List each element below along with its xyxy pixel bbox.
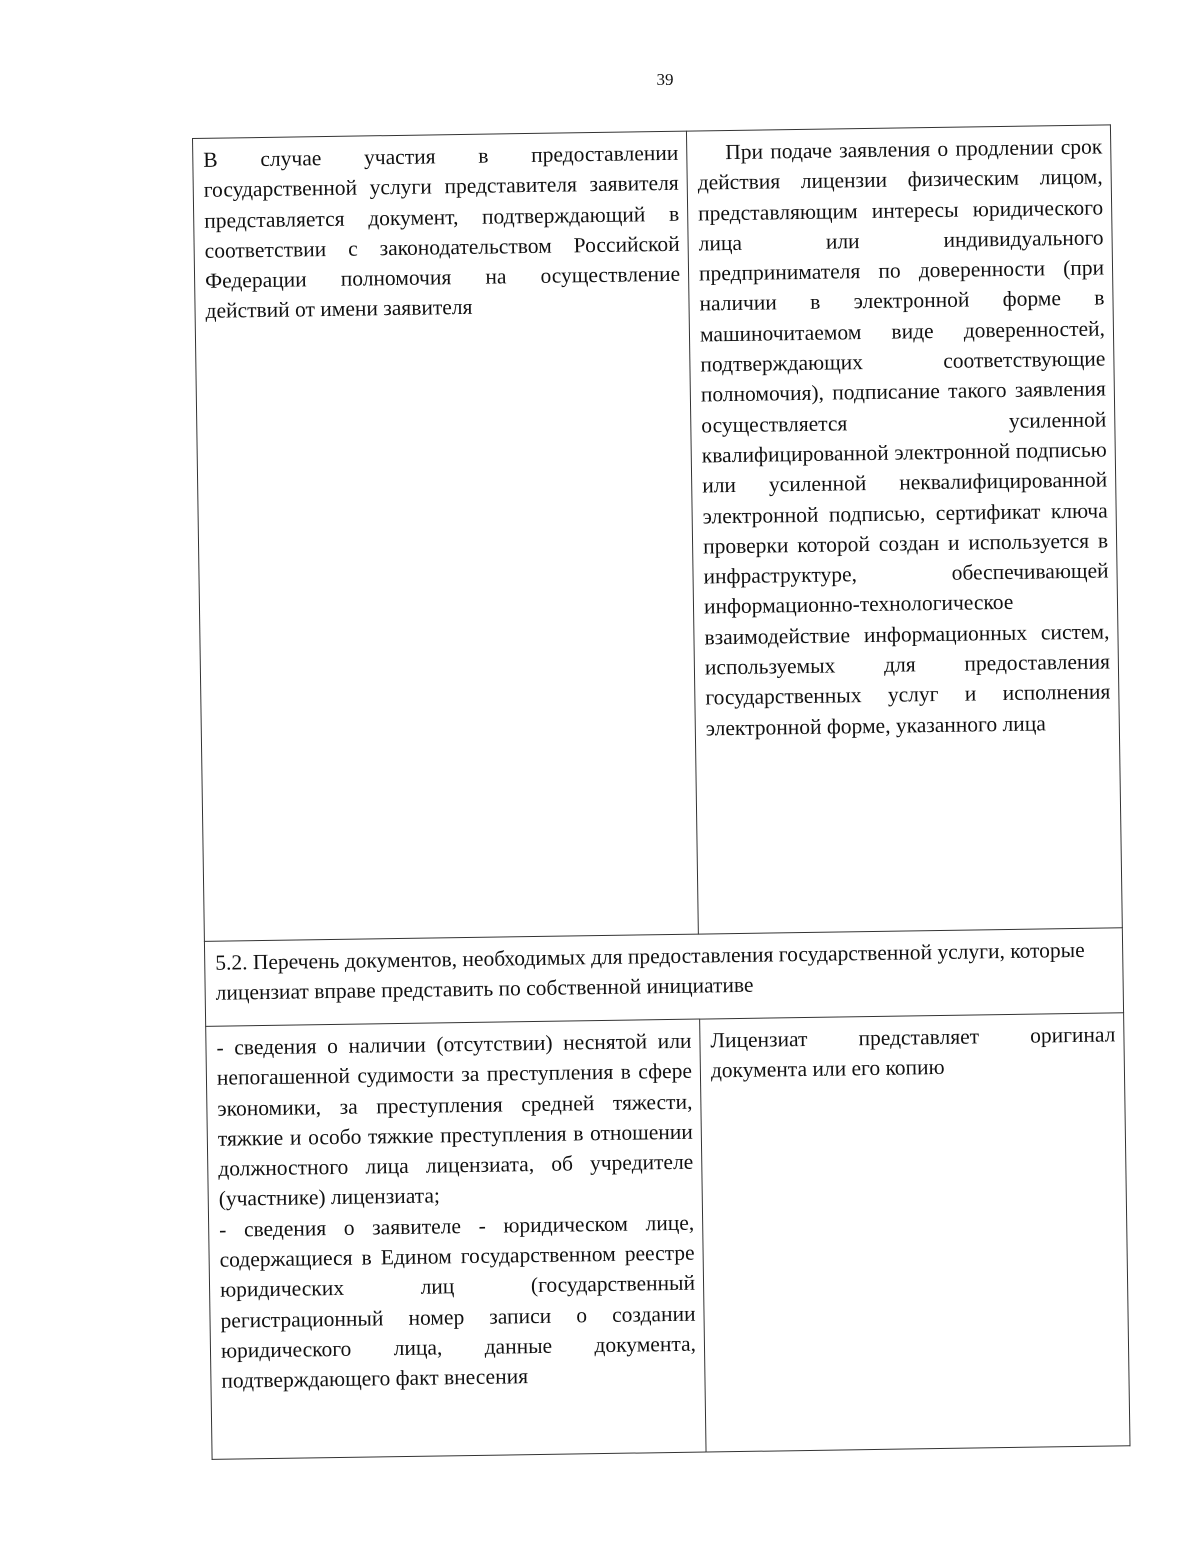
table-cell-representative-requirements: [686, 125, 1122, 934]
cell-text: При подаче заявления о продлении срок действия лицензии физическим лицом, представляющим интересы юридического лица или индивидуального предпринимателя по доверенности (при наличии в электронной форме в машиночитаемом виде доверенностей, подтверждающих соответствующие полномочия), подписание такого заявления осуществляется усиленной квалифицированной электронной подписью или усиленной неквалифицированной электронной подписью, сертификат ключа проверки которой создан и используется в инфраструктуре, обеспечивающей информационно-технологическое взаимодействие информационных систем, используемых для предоставления государственных услуг и исполнения электронной форме, указанного лица: [697, 134, 1111, 741]
table-cell-licensee-note: [700, 1013, 1130, 1452]
documents-table: [192, 124, 1131, 1459]
section-heading-cell: [204, 928, 1123, 1027]
cell-text: В случае участия в предоставлении государственной услуги представителя заявителя представляется документ, подтверждающий в соответствии с законодательством Российской Федерации полномочия на осуществление действий от имени заявителя: [203, 140, 681, 324]
table-row: [206, 1013, 1130, 1460]
table-row: [193, 125, 1123, 942]
page-number: 39: [656, 70, 674, 89]
list-item: - сведения о заявителе - юридическом лице, содержащиеся в Едином государственном реестре юридических лиц (государственный регистрационный номер записи о создании юридического лица, данные документа, подтверждающего факт внесения: [219, 1210, 697, 1393]
list-item: - сведения о наличии (отсутствии) неснятой или непогашенной судимости за преступления в сфере экономики, за преступления средней тяжести, тяжкие и особо тяжкие преступления в отношении должностного лица лицензиата, об учредителе (участнике) лицензиата;: [216, 1028, 694, 1212]
section-heading: 5.2. Перечень документов, необходимых для предоставления государственной услуги, которые лицензиат вправе представить по собственной инициативе: [215, 937, 1085, 1006]
table-cell-optional-documents: [206, 1019, 706, 1459]
cell-text: Лицензиат представляет оригинал документа или его копию: [710, 1022, 1116, 1083]
table-cell-representative: [193, 131, 699, 941]
table-row: [204, 928, 1123, 1027]
